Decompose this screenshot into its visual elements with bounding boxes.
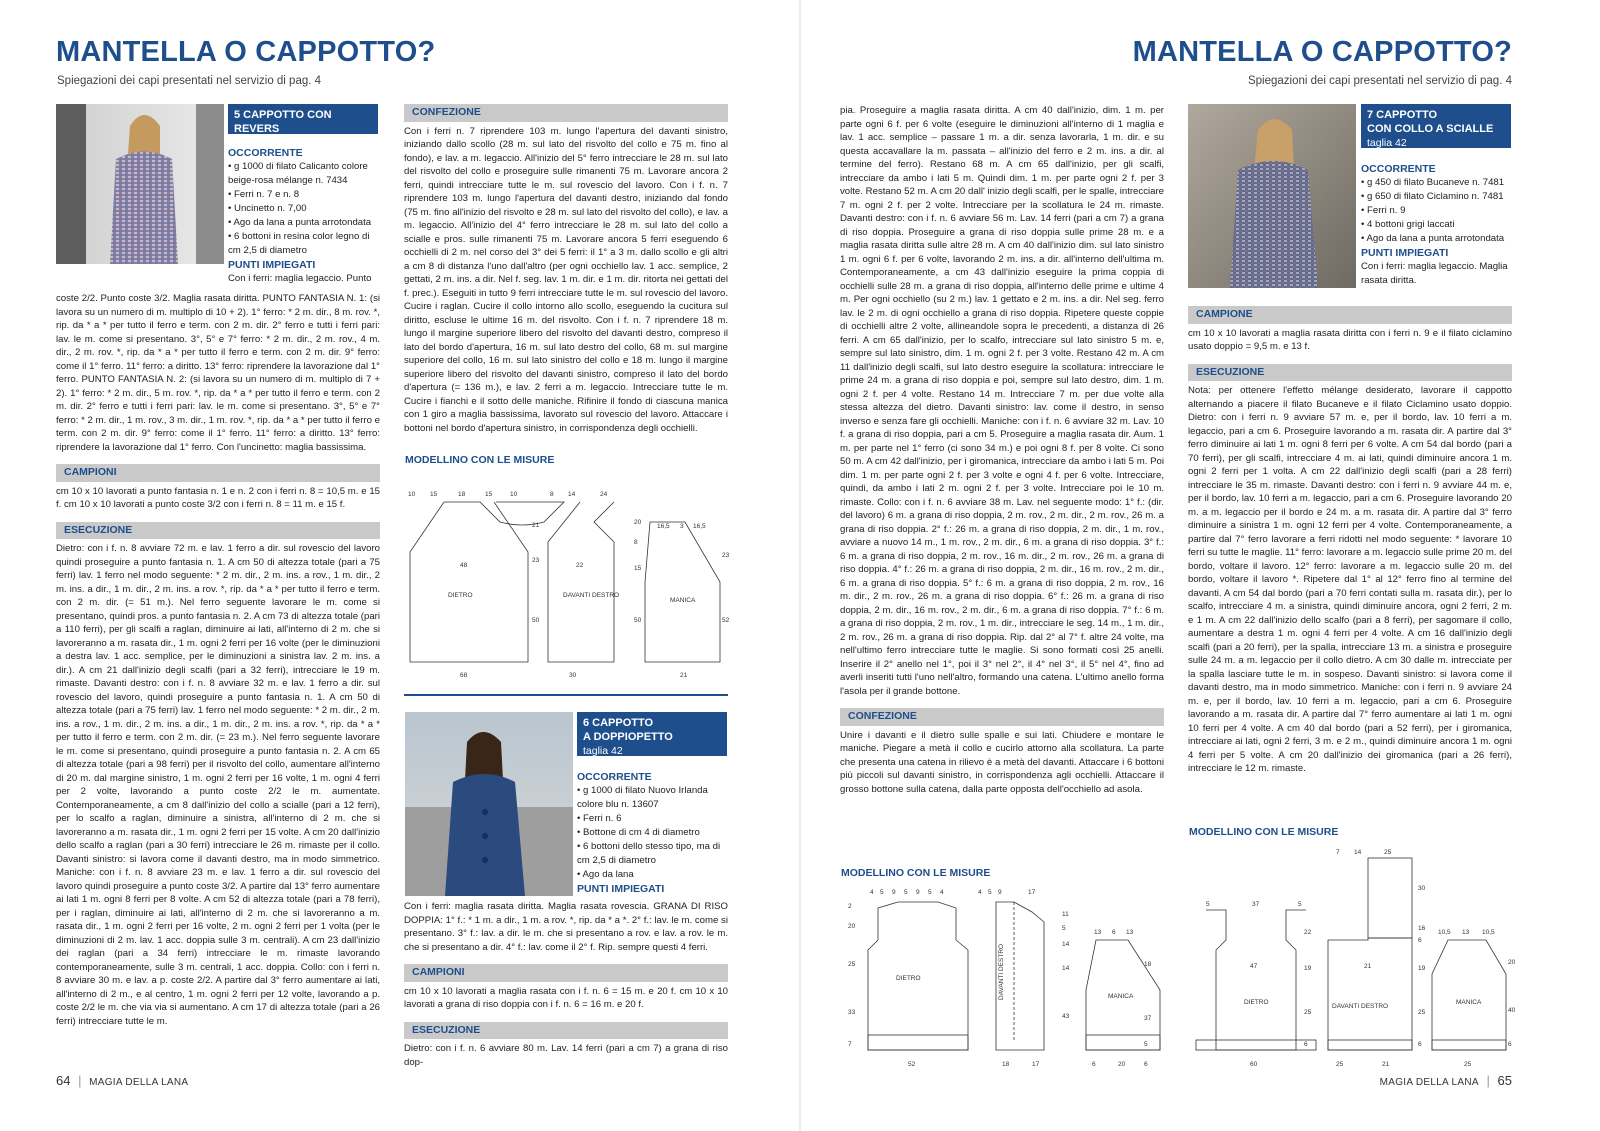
confezione-text: Unire i davanti e il dietro sulle spalle e sui lati. Chiudere e montare le maniche. Piegare a metà il collo e cucirlo attorno alla scollatura. La parte che presenta una catena in rilievo è a metà del davanti. Attaccare i 6 bottoni più piccoli sul davanti sinistro, in corrispondenza agli occhielli. Attaccare il grosso bottone sulla catena, dalla parte opposta dell'occhiello ad asola. xyxy=(840,729,1164,795)
page-number: 64 xyxy=(56,1073,71,1088)
dim: 15 xyxy=(634,565,642,572)
item6-size: taglia 42 xyxy=(583,745,623,757)
campione-text: cm 10 x 10 lavorati a maglia rasata diritta con i ferri n. 9 e il filato ciclamino usato doppio = 9,5 m. e 13 f. xyxy=(1188,327,1512,352)
item7-occorrente xyxy=(1361,162,1513,288)
dim-label-manica: MANICA xyxy=(670,597,696,604)
occorrente-label: OCCORRENTE xyxy=(228,147,303,159)
dim: 68 xyxy=(460,672,468,679)
dim: 19 xyxy=(1304,965,1312,972)
occorrente-item: • g 1000 di filato Calicanto colore beige-rosa mélange n. 7434 xyxy=(228,161,368,186)
dim: 9 xyxy=(916,889,920,896)
confezione-bar: CONFEZIONE xyxy=(404,104,728,122)
item6-heading-line2: A DOPPIOPETTO xyxy=(583,731,673,743)
item7-heading-line1: 7 CAPPOTTO xyxy=(1367,109,1438,121)
dim: 11 xyxy=(1062,911,1069,918)
dim: 37 xyxy=(1144,1015,1152,1022)
occorrente-item: • 6 bottoni dello stesso tipo, ma di cm 2,5 di diametro xyxy=(577,841,721,866)
dim: 21 xyxy=(1364,963,1372,970)
punti-label: PUNTI IMPIEGATI xyxy=(228,259,316,271)
occorrente-label: OCCORRENTE xyxy=(1361,163,1436,175)
dim: 23 xyxy=(532,557,540,564)
dim-label-dietro: DIETRO xyxy=(448,592,473,599)
item5-heading: 5 CAPPOTTO CON REVERS xyxy=(234,109,332,135)
item6-continued-column xyxy=(840,104,1164,796)
dim: 5 xyxy=(1298,901,1302,908)
dim: 14 xyxy=(1354,849,1362,856)
dim: 10 xyxy=(510,491,518,498)
dim: 22 xyxy=(576,562,584,569)
dim: 30 xyxy=(1418,885,1426,892)
dim: 43 xyxy=(1062,1013,1070,1020)
occorrente-item: • Ferri n. 9 xyxy=(1361,205,1406,216)
dim: 5 xyxy=(904,889,908,896)
dim: 5 xyxy=(1062,925,1066,932)
dim: 4 xyxy=(870,889,874,896)
item6-occorrente xyxy=(577,770,729,896)
dim: 9 xyxy=(998,889,1002,896)
item6-continued-text: pia. Proseguire a maglia rasata diritta. A cm 40 dall'inizio, dim. 1 m. per parte ogni 6 f. per 6 volte (eseguire le diminuzioni all'interno di 1 maglia e lav. 1 acc. semplice – passare 1 m. a dir. senza lavorarla, 1 m. dir. e su questa accavallare la m. passata – all'inizio del ferro e 2 m. ins. a dir. al termine del ferro). Restano 68 m. A cm 65 dall'inizio, per gli scalfi, intrecciare da ambo i lati 5 m. Quindi dim. 1 m. per parte ogni 2 f. per 3 volte. Restano 52 m. A cm 20 dall' inizio degli scalfi, per le spalle, intrecciare 7 m. ogni 2 f. per 2 volte. Intrecciare per la scollatura le 24 m. rimaste. Davanti destro: con i f. n. 6 avviare 56 m. Lav. 14 ferri (pari a cm 7) a grana di riso doppia. Proseguire a grana di riso doppia sulle prime 28 m. e a maglia rasata diritta sulle altre 28 m. A cm 40 dall'inizio dim. sul lato sinistro 1 m. ogni 6 f. per 6 volte, lavorando 2 m. ins. a dir. all'interno dell'ultima m. Contemporaneamente, a cm 43 dall'inizio eseguire la prima coppia di occhielli sulle 28 m. a grana di riso doppia, all'interno delle prime e ultime 4 m. Per ogni occhiello (su 2 m.) lav. 1 gettato e 2 m. ins. a dir. Nel seg. ferro lav. le 2 m. di ogni occhiello a grana di riso doppia. Ripetere queste coppie di occhielli altre 2 volte, allineandole sopra le precedenti, a distanza di 26 ferri. A cm 65 dall'inizio, per lo scalfo, intrecciare sul lato sinistro 5 m. e, sempre sul lato sinistro, dim. 1 m. ogni 2 f. per 3 volte. Restano 42 m. A cm 11 dall'inizio degli scalfi, sul lato destro eseguire la scollatura: intrecciare le prime 24 m. a grana di riso doppia e poi, sempre sul lato destro, dim. 1 m. ogni 2 f. per 4 volte. Restano 14 m. Intrecciare 7 m. per due volte alla stessa altezza del dietro. Davanti sinistro: lav. come il destro, in senso inverso e senza fare gli occhielli. Maniche: con i f. n. 6 avviare 32 m. Lav. 10 f. a grana di riso doppia, pari a cm 5. Proseguire a maglia rasata dir. Aum. 1 m. per parte nel 1° ferro (ci sono 34 m.) e poi ogni 8 f. per 8 volte. Ci sono 50 m. A cm 42 dall'inizio, per i giromanica, intrecciare da ambo i lati 5 m. Poi dim. 1 m. per parte ogni 2 f. per 3 volte e ogni 4 f. per 6 volte. Intrecciare, quindi, da ambo i lati 2 m. ogni 2 f. per 3 volte. Intrecciare poi le 10 m. rimaste. Collo: con i f. n. 6 avviare 38 m. Lav. nel seguente modo: 1° f.: (dir. del lavoro) 6 m. a grana di riso doppia, 2 m. rov., 2 m. dir., 2 m. rov., 26 m. a grana di riso doppia. 2° f.: 26 m. a grana di riso doppia, 2 m. dir., 1 m. rov., avviare a nuovo 14 m., 1 m. rov., 2 m. dir., 6 m. a grana di riso doppia. 3° f.: 6 m. a grana di riso doppia, 2 m. rov., 16 m. dir., 2 m. rov., 26 m. a grana di riso doppia. 4° f.: 26 m. a grana di riso doppia, 2 m. dir., 16 m. rov., 2 m. dir., 6 m. a grana di riso doppia. 5° f.: 6 m. a grana di riso doppia, 2 m. rov., 16 m. dir., 2 m. rov., 26 m. a grana di riso doppia. 6° f.: 26 m. a grana di riso doppia, 2 m. dir., 16 m. rov., 2 m. dir., 6 m. a grana di riso doppia. 7° f.: 6 m. a grana di riso doppia, 2 m. rov., 1 m. dir., intrecciare le seg. 14 m., 1 m. dir., 2 m. rov., 26 m. a grana di riso doppia. Rip. dal 2° al 7° f. altre 24 volte, ma nell'ultimo ferro intrecciare tutte le maglie. Si sono formati così 25 anelli. Inserire il 2° anello nel 1°, poi il 3° nel 2°, il 4° nel 3°, il 5° nel 4°, fino ad averli inseriti tutti l'uno nell'altro, formando una catena. L'ultimo anello forma l'asola per il grande bottone. xyxy=(840,105,1164,697)
pattern-diagram-5 xyxy=(400,482,730,682)
occorrente-item: • g 1000 di filato Nuovo Irlanda colore blu n. 13607 xyxy=(577,785,708,810)
pattern-diagram-6 xyxy=(838,880,1168,1070)
dim-label-davanti: DAVANTI DESTRO xyxy=(998,943,1005,1000)
occorrente-item: • Ago da lana a punta arrotondata xyxy=(228,217,372,228)
dim: 17 xyxy=(1028,889,1036,896)
esecuzione-bar: ESECUZIONE xyxy=(56,522,380,540)
dim: 10 xyxy=(408,491,416,498)
dim: 48 xyxy=(460,562,468,569)
photo-cappotto-scialle xyxy=(1188,104,1356,288)
dim: 21 xyxy=(532,522,540,529)
card-item-6 xyxy=(577,712,727,756)
dim: 50 xyxy=(634,617,642,624)
dim: 6 xyxy=(1418,1041,1422,1048)
dim: 13 xyxy=(1094,929,1102,936)
dim-label-davanti: DAVANTI DESTRO xyxy=(563,592,620,599)
page-gutter xyxy=(799,0,801,1131)
esecuzione-text: Dietro: con i f. n. 8 avviare 72 m. e lav. 1 ferro a dir. sul rovescio del lavoro quindi proseguire a punto fantasia n. 1. A cm 50 di altezza totale (pari a 75 ferri) lav. 1 ferro nel modo seguente: * 2 m. dir., 2 m. ins. a rov., 1 m. dir., 2 m. ins. a dir., 1 m. dir., 2 m. ins. a rov. *, rip. da * a * per tutto il ferro e term. con 2 m. dir. (= 51 m.). Nel ferro seguente lavorare le m. come si presentano, quindi pros. a punto fantasia n. 2. A cm 73 di altezza totale (pari a 110 ferri), per gli scalfi a raglan, diminuire ai lati, all'interno di 2 m. che si lavoreranno a m. rasata dir., 1 m. ogni 2 ferri per 16 volte (per le diminuzioni a destra lav. 1 acc. semplice, per le diminuzioni a sinistra lav. 2 m. ins. a dir.). A cm 21 dall'inizio degli scalfi (pari a 32 ferri), intrecciare le 19 m. rimaste. Davanti destro: con i f. n. 8 avviare 32 m. e lav. 1 ferro a dir. sul rovescio del lavoro, quindi proseguire a punto fantasia n. 1. A cm 50 di altezza totale (pari a 75 ferri) lav. 1 ferro nel modo seguente: * 2 m. dir., 2 m. ins. a rov., 1 m. dir., 2 m. ins. a dir., 1 m. dir., 2 m. ins. a rov. *, rip. da * a * per tutto il ferro e term. con 2 m. dir. (= 23 m.). Nel ferro seguente lavorare le m. come si presentano, quindi proseguire a punto fantasia n. 2. A cm 65 di altezza totale (pari a 98 ferri) per il risvolto del collo, aumentare all'interno di 20 m. dal margine sinistro, 1 m. ogni 2 ferri per 16 volte, 1 m. ogni 4 ferri per 2 volte, lavorando a punto coste 2/2 le m. aumentate. Contemporaneamente, a cm 8 dall'inizio del collo a scialle (pari a 12 ferri), per lo scalfo a raglan, diminuire a sinistra, all'interno di 2 m. che si lavoreranno a m. rasata dir., 1 m. ogni 2 ferri per 15 volte. A cm 20 dall'inizio dello scalfo a raglan (pari a 30 ferri) intrecciare le 26 m. rimaste per il collo. Davanti sinistro: si lavora come il davanti destro, ma in modo simmetrico. Maniche: con i f. n. 8 avviare 23 m. e lav. 1 ferro a dir. sul rovescio del lavoro quindi proseguire a punto coste 3/2. A partire dal 13° ferro aumentare ai lati 1 m. ogni 8 ferri per 8 volte. A cm 52 di altezza totale (pari a 78 ferri), per i raglan, diminuire ai lati, all'interno di 2 m. che si lavoreranno a m. rasata dir., 1 m. ogni 2 ferri per 16 volte, 2 m. ogni 2 ferri per 1 volta (per le diminuzioni di 2 m. lav. 1 acc. doppia sulle 3 m. centrali). A cm 23 dall'inizio dei raglan (pari a 34 ferri) intrecciare le m. rimaste lavorando contemporaneamente, sulle 3 m. centrali, 1 acc. doppia. Collo: con i ferri n. 8 avviare 30 m. e lav. a p. coste 2/2. A partire dal 3° ferro aumentare ai lati, all'interno di 2 m., e al centro, 1 m. ogni 2 ferri per 12 volte, lavorando a p. coste 2/2 le m. che via via si aumentano. A cm 17 di altezza totale (pari a 26 ferri) intrecciare tutte le m. xyxy=(56,543,380,1027)
dim: 21 xyxy=(680,672,688,679)
esecuzione-text: Nota: per ottenere l'effetto mélange desiderato, lavorare il cappotto alternando a piacere il filato Bucaneve e il filato Ciclamino usato doppio. Dietro: con i ferri n. 9 avviare 57 m. e, per il bordo, lav. 10 ferri a m. legaccio, pari a cm 6. Proseguire lavorando a m. rasata dir. A partire dal 3° ferro diminuire ai lati 1 m. ogni 8 ferri per 6 volte. A cm 54 dal bordo (pari a 70 ferri), per gli scalfi, intrecciare 4 m. ai lati, quindi diminuire ancora 1 m. ogni 2 ferri per 1 volta. A cm 22 dall'inizio degli scalfi (pari a 28 ferri) intrecciare le 35 m. rimaste. Davanti destro: con i ferri n. 9 avviare 44 m. e, per il bordo, lav. 10 ferri a m. legaccio, pari a cm 6. Proseguire lavorando 20 m. a m. legaccio per il bordo e 24 m. a m. rasata dir. A partire dal 3° ferro diminuire a sinistra 1 m. ogni 12 ferri per 4 volte. Contemporaneamente, a partire dal 7° ferro lavorare a ferri ridotti nel modo seguente: * lavorare 10 ferri su tutte le maglie. 11° ferro: lavorare a m. legaccio sulle prime 20 m. del bordo, voltare il lavoro. 12° ferro: lavorare a m. legaccio sulle 20 m. del bordo, voltare il lavoro *. Ripetere dal 1° al 12° ferro fino al termine del davanti. A cm 54 dal bordo (pari a 70 ferri contati sulla m. rasata dir.), per lo scalfo, intrecciare 4 m. a sinistra, quindi diminuire ancora, ogni 2 ferri, 2 m. e 1 m. A cm 22 dall'inizio dello scalfo (pari a 8 ferri), per sagomare il collo, aumentare a destra 1 m. ogni 4 ferri per 4 volte. A cm 16 dall'inizio degli scalfi (pari a 20 ferri), per la spalla, intrecciare 13 m. a sinistra e proseguire sulle 24 m. a m. legaccio per il collo dietro. A cm 30 dalle m. intrecciate per la spalla lasciare tutte le m. in sospeso. Davanti sinistro: si lavora come il davanti destro, ma in modo simmetrico. Maniche: con i ferri n. 9 avviare 24 m. e, per il bordo, lav. 10 ferri a m. legaccio, pari a cm 6. Proseguire lavorando a m. rasata dir. A partire dal 7° ferro aumentare ai lati 1 m. ogni 10 ferri per 4 volte. A cm 40 dal bordo (pari a 52 ferri), per i giromanica, intrecciare ai lati, ogni 2 ferri, 3 m. e 2 m., quindi diminuire ancora 1 m. ogni 4 ferri per 5 volte. A cm 20 dall'inizio dei giromanica (pari a 26 ferri), intrecciare le 12 m. rimaste. xyxy=(1188,385,1512,774)
item5-size: taglia 42 xyxy=(234,137,274,149)
item7-column xyxy=(1188,306,1512,776)
dim: 37 xyxy=(1252,901,1260,908)
dim: 4 xyxy=(940,889,944,896)
esecuzione-bar: ESECUZIONE xyxy=(1188,364,1512,382)
dim-label-manica: MANICA xyxy=(1456,999,1482,1006)
woman-coat-photo-5 xyxy=(56,104,224,264)
card-item-5 xyxy=(228,104,378,149)
campioni-bar: CAMPIONI xyxy=(56,464,380,482)
dim: 14 xyxy=(1062,965,1070,972)
dim: 2 xyxy=(848,903,852,910)
dim: 8 xyxy=(550,491,554,498)
occorrente-item: • Uncinetto n. 7,00 xyxy=(228,203,307,214)
modellino-label-7: MODELLINO CON LE MISURE xyxy=(1189,826,1339,838)
photo-cappotto-revers xyxy=(56,104,224,264)
campioni-bar: CAMPIONI xyxy=(404,964,728,982)
dim: 20 xyxy=(634,519,642,526)
dim-label-dietro: DIETRO xyxy=(1244,999,1269,1006)
card-item-7 xyxy=(1361,104,1511,148)
confezione-bar: CONFEZIONE xyxy=(840,708,1164,726)
esecuzione-bar: ESECUZIONE xyxy=(404,1022,728,1040)
dim: 16,5 xyxy=(657,523,670,530)
dim: 19 xyxy=(1418,965,1426,972)
dim: 14 xyxy=(1062,941,1070,948)
punti-label: PUNTI IMPIEGATI xyxy=(577,883,665,895)
campioni-text: cm 10 x 10 lavorati a maglia rasata con i f. n. 6 = 15 m. e 20 f. cm 10 x 10 lavorati a grana di riso doppia con i f. n. 6 = 16 m. e 20 f. xyxy=(404,985,728,1010)
dim-label-manica: MANICA xyxy=(1108,993,1134,1000)
punti-text: Con i ferri: maglia rasata diritta. Maglia rasata rovescia. GRANA DI RISO DOPPIA: 1° f.: * 1 m. a dir., 1 m. a rov. *, rip. da * a *. 2° f.: lav. le m. come si presentano. 3° f.: lav. a dir. le m. che si presentano a rov. e lav. a rov. le m. che si presentano a dir. 4° f.: lav. come il 2° f. Rip. sempre questi 4 ferri. xyxy=(404,901,728,953)
occorrente-label: OCCORRENTE xyxy=(577,771,652,783)
confezione-text: Con i ferri n. 7 riprendere 103 m. lungo l'apertura del davanti sinistro, iniziando dallo scollo (28 m. sul lato del risvolto del collo e 75 m. fino al fondo), e lav. a m. legaccio. All'inizio del 5° ferro intrecciare le 28 m. sul lato del risvolto del collo e proseguire sulle rimanenti 75 m. Lavorare ancora 2 ferri, quindi intrecciare tutte le m. sul rovescio del lavoro. Con i f. n. 7 riprendere 103 m. lungo l'apertura del davanti destro, iniziando dal fondo (75 m. fino all'inizio del risvolto e 28 m. sul lato del risvolto del collo), e lav. a m. legaccio. All'inizio del 4° ferro intrecciare le 28 m. sul lato del collo a scialle e pros. sulle rimanenti 75 m. Lavorare ancora 5 ferri eseguendo 6 occhielli di 2 m. nel corso del 3° dei 5 ferri: il 1° a 3 m. dallo scollo e gli altri a cm 8 di distanza l'uno dall'altro (per ogni occhiello lav. 1 acc. semplice, 2 gettati, 2 m. ins. a dir. Nel f. seg. lav. 1 m. dir. e 1 m. dir. ritorta nei gettati del f. prec.). Eseguiti in tutto 9 ferri intrecciare tutte le m. sul rovescio del lavoro. Cucire i raglan. Cucire il collo intorno allo scollo, eseguendo la cucitura sul diritto, escluse le ultime 16 m. del risvolto. Con i f. n. 7 riprendere 18 m. lungo il margine superiore libero del risvolto del davanti destro, compreso il lato del bordo d'apertura, 16 m. sul lato destro del collo, 68 m. sul margine superiore del collo, 16 m. sul lato sinistro del collo e 18 m. lungo il margine superiore libero del risvolto del davanti sinistro, compreso il lato del bordo d'apertura (= 136 m.), e lav. 2 ferri a m. legaccio. Intrecciare tutte le m. Cucire i fianchi e il sotto delle maniche. Rifinire il fondo di ciascuna manica con 1 giro a maglia bassissima, lavorato sul rovescio del lavoro. Attaccare i bottoni nel bordo d'apertura sinistro, in corrispondenza degli occhielli. xyxy=(404,125,728,434)
modellino-label-5: MODELLINO CON LE MISURE xyxy=(405,454,555,466)
dim: 15 xyxy=(485,491,493,498)
dim: 18 xyxy=(1144,961,1152,968)
dim: 3 xyxy=(680,523,684,530)
dim: 5 xyxy=(1144,1041,1148,1048)
dim: 23 xyxy=(722,552,730,559)
dim: 15 xyxy=(430,491,438,498)
item7-heading-line2: CON COLLO A SCIALLE xyxy=(1367,123,1494,135)
dim: 25 xyxy=(1384,849,1392,856)
dim: 10,5 xyxy=(1438,929,1451,936)
dim: 20 xyxy=(848,923,856,930)
dim: 8 xyxy=(634,539,638,546)
dim: 21 xyxy=(1382,1061,1390,1068)
dim: 20 xyxy=(1508,959,1516,966)
dim: 18 xyxy=(1002,1061,1010,1068)
dim: 6 xyxy=(1144,1061,1148,1068)
left-page-subtitle: Spiegazioni dei capi presentati nel servizio di pag. 4 xyxy=(57,75,322,87)
dim: 33 xyxy=(848,1009,856,1016)
left-page-title: MANTELLA O CAPPOTTO? xyxy=(56,36,436,68)
dim: 6 xyxy=(1508,1041,1512,1048)
occorrente-item: • 4 bottoni grigi laccati xyxy=(1361,219,1455,230)
left-folio: 64 | MAGIA DELLA LANA xyxy=(56,1073,189,1088)
dim: 18 xyxy=(458,491,466,498)
magazine-name: MAGIA DELLA LANA xyxy=(1379,1077,1479,1088)
dim: 9 xyxy=(892,889,896,896)
occorrente-item: • Bottone di cm 4 di diametro xyxy=(577,827,700,838)
dim: 25 xyxy=(1304,1009,1312,1016)
dim: 25 xyxy=(848,961,856,968)
pattern-diagram-7 xyxy=(1186,844,1516,1070)
dim: 13 xyxy=(1126,929,1134,936)
dim: 40 xyxy=(1508,1007,1516,1014)
magazine-name: MAGIA DELLA LANA xyxy=(89,1077,189,1088)
occorrente-item: • Ago da lana xyxy=(577,869,634,880)
dim: 25 xyxy=(1336,1061,1344,1068)
item5-occorrente xyxy=(228,146,380,286)
item5-confezione-column xyxy=(404,104,728,435)
woman-coat-photo-7 xyxy=(1188,104,1356,288)
right-page-subtitle: Spiegazioni dei capi presentati nel servizio di pag. 4 xyxy=(1247,75,1512,87)
dim: 16 xyxy=(1418,925,1426,932)
occorrente-item: • g 650 di filato Ciclamino n. 7481 xyxy=(1361,191,1504,202)
dim: 5 xyxy=(988,889,992,896)
dim: 5 xyxy=(928,889,932,896)
dim: 6 xyxy=(1304,1041,1308,1048)
dim: 52 xyxy=(908,1061,916,1068)
punti-label: PUNTI IMPIEGATI xyxy=(1361,247,1449,259)
dim: 4 xyxy=(978,889,982,896)
dim: 14 xyxy=(568,491,576,498)
campione-bar: CAMPIONE xyxy=(1188,306,1512,324)
punti-lead: Con i ferri: maglia legaccio. Punto xyxy=(228,273,372,284)
right-page-title: MANTELLA O CAPPOTTO? xyxy=(1132,36,1512,68)
section-divider xyxy=(404,694,728,696)
dim: 25 xyxy=(1464,1061,1472,1068)
occorrente-item: • Ago da lana a punta arrotondata xyxy=(1361,233,1505,244)
page-number: 65 xyxy=(1497,1073,1512,1088)
punti-text: coste 2/2. Punto coste 3/2. Maglia rasata diritta. PUNTO FANTASIA N. 1: (si lavora su un numero di m. multiplo di 10 + 2). 1° ferro: * 2 m. dir., 8 m. rov. *, rip. da * a * per tutto il ferro e term. con 2 m. dir. 2° ferro e tutti i ferri pari: lav. le m. come si presentano. 3°, 5° e 7° ferro: * 2 m. dir., 2 m. rov., 4 m. dir., 2 m. rov. *, rip. da * a * per tutto il ferro e term. con 2 m. dir. 9° ferro: come il 1° ferro. 11° ferro: a diritto. 13° ferro: riprendere la lavorazione dal 1° ferro. PUNTO FANTASIA N. 2: (si lavora su un numero di m. multiplo di 7 + 2). 1° ferro: * 2 m. dir., 5 m. rov. *, rip. da * a * per tutto il ferro e term. con 2 m. dir. 2° ferro e tutti i ferri pari: lav. le m. come si presentano. 3°, 5° e 7° ferro: * 2 m. dir., 1 m. rov., 3 m. dir., 1 m. rov. *, rip. da * a * per tutto il ferro e term. con 2 m. dir. 9° ferro: come il 1° ferro. 11° ferro: a diritto. 13° ferro: riprendere la lavorazione dal 1° ferro. Con l'uncinetto: maglia bassissima. xyxy=(56,293,380,453)
dim: 47 xyxy=(1250,963,1258,970)
dim: 5 xyxy=(1206,901,1210,908)
occorrente-item: • Ferri n. 6 xyxy=(577,813,622,824)
occorrente-item: • 6 bottoni in resina color legno di cm 2,5 di diametro xyxy=(228,231,370,256)
item7-size: taglia 42 xyxy=(1367,137,1407,149)
dim: 16,5 xyxy=(693,523,706,530)
photo-cappotto-doppiopetto xyxy=(405,712,573,896)
dim: 6 xyxy=(1418,937,1422,944)
dim: 6 xyxy=(1092,1061,1096,1068)
item6-column xyxy=(404,900,728,1069)
dim: 6 xyxy=(1112,929,1116,936)
dim: 30 xyxy=(569,672,577,679)
occorrente-item: • g 450 di filato Bucaneve n. 7481 xyxy=(1361,177,1505,188)
dim: 60 xyxy=(1250,1061,1258,1068)
dim: 7 xyxy=(1336,849,1340,856)
dim: 22 xyxy=(1304,929,1312,936)
dim: 7 xyxy=(848,1041,852,1048)
dim: 24 xyxy=(600,491,608,498)
dim: 17 xyxy=(1032,1061,1040,1068)
right-folio: MAGIA DELLA LANA | 65 xyxy=(1379,1073,1512,1088)
dim: 5 xyxy=(880,889,884,896)
campioni-text: cm 10 x 10 lavorati a punto fantasia n. 1 e n. 2 con i ferri n. 8 = 10,5 m. e 15 f. cm 10 x 10 lavorati a punto coste 3/2 con i ferri n. 8 = 11 m. e 15 f. xyxy=(56,485,380,510)
woman-coat-photo-6 xyxy=(405,712,573,896)
item6-heading-line1: 6 CAPPOTTO xyxy=(583,717,654,729)
modellino-label-6: MODELLINO CON LE MISURE xyxy=(841,867,991,879)
dim: 10,5 xyxy=(1482,929,1495,936)
dim: 25 xyxy=(1418,1009,1426,1016)
dim: 13 xyxy=(1462,929,1470,936)
item5-column xyxy=(56,292,380,1028)
dim: 20 xyxy=(1118,1061,1126,1068)
punti-text: Con i ferri: maglia legaccio. Maglia rasata diritta. xyxy=(1361,261,1508,286)
dim: 50 xyxy=(532,617,540,624)
dim: 52 xyxy=(722,617,730,624)
dim-label-dietro: DIETRO xyxy=(896,975,921,982)
esecuzione-text: Dietro: con i f. n. 6 avviare 80 m. Lav. 14 ferri (pari a cm 7) a grana di riso dop- xyxy=(404,1043,728,1068)
occorrente-item: • Ferri n. 7 e n. 8 xyxy=(228,189,300,200)
dim-label-davanti: DAVANTI DESTRO xyxy=(1332,1003,1389,1010)
